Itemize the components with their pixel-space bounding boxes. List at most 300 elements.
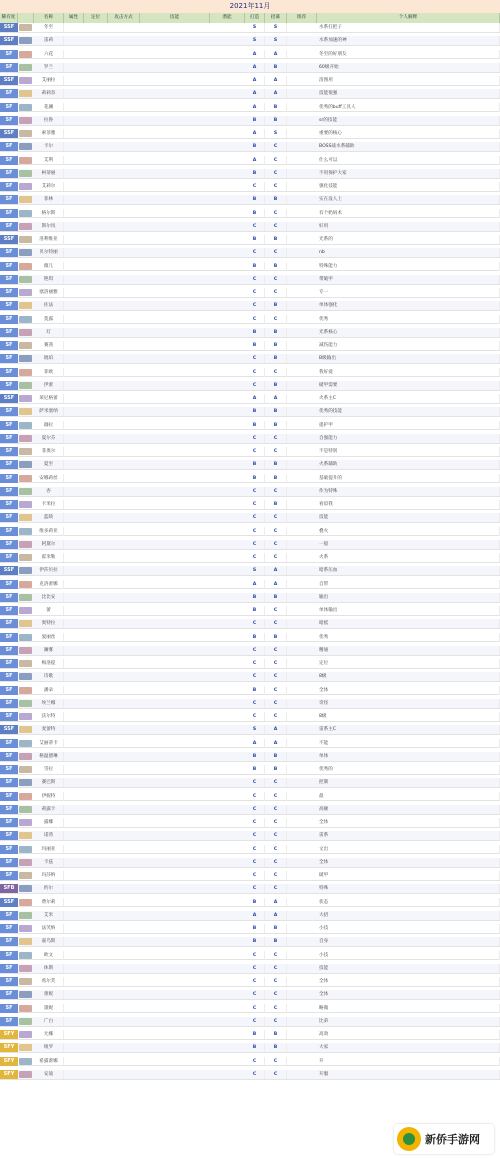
rarity-badge: SF (0, 248, 18, 257)
recruit-grade: C (265, 792, 287, 801)
comment-text: 单体强化 (317, 301, 500, 310)
comment-text: 带破甲 (317, 275, 500, 284)
recruit-grade: C (265, 818, 287, 827)
table-row (0, 262, 500, 272)
forge-grade: B (245, 898, 265, 907)
forge-grade: B (245, 606, 265, 615)
table-row (0, 712, 500, 722)
comment-text: 文出 (317, 845, 500, 854)
comment-text: 光系的 (317, 235, 500, 244)
character-name: 赛巴斯 (34, 778, 64, 787)
character-avatar (19, 1044, 32, 1051)
character-name: 斯尔岚 (34, 222, 64, 231)
table-row (0, 381, 500, 391)
rarity-badge: SSF (0, 129, 18, 138)
character-avatar (19, 779, 32, 786)
recruit-grade: B (265, 301, 287, 310)
comment-text: 暗系压血 (317, 566, 500, 575)
rarity-badge: SSF (0, 725, 18, 734)
comment-text: 全体 (317, 818, 500, 827)
character-avatar (19, 978, 32, 985)
forge-grade: A (245, 394, 265, 403)
forge-grade: B (245, 593, 265, 602)
character-avatar (19, 210, 32, 217)
table-row (0, 924, 500, 934)
character-avatar (19, 183, 32, 190)
comment-text: 好用 (317, 222, 500, 231)
recruit-grade: C (265, 712, 287, 721)
forge-grade: C (245, 964, 265, 973)
character-avatar (19, 90, 32, 97)
character-name: 格温德琳 (34, 752, 64, 761)
character-name: 莫露 (34, 315, 64, 324)
recruit-grade: A (265, 394, 287, 403)
table-row (0, 36, 500, 46)
character-avatar (19, 422, 32, 429)
character-name: 法芙纳 (34, 924, 64, 933)
character-avatar (19, 740, 32, 747)
comment-text: 破甲需要 (317, 381, 500, 390)
forge-grade: C (245, 951, 265, 960)
comment-text: 雷系 (317, 831, 500, 840)
comment-text: 水系加速的神 (317, 36, 500, 45)
comment-text: 优秀的技能 (317, 407, 500, 416)
character-avatar (19, 925, 32, 932)
character-name: 洛利维亚 (34, 235, 64, 244)
forge-grade: B (245, 169, 265, 178)
recruit-grade: C (265, 487, 287, 496)
recruit-grade: A (265, 898, 287, 907)
forge-grade: C (245, 818, 265, 827)
recruit-grade: A (265, 911, 287, 920)
rarity-badge: SF (0, 301, 18, 310)
comment-text: 我好爱 (317, 368, 500, 377)
character-avatar (19, 541, 32, 548)
forge-grade: S (245, 566, 265, 575)
table-row (0, 831, 500, 841)
recruit-grade: C (265, 845, 287, 854)
comment-text: 8级 (317, 672, 500, 681)
comment-text: 提护甲 (317, 421, 500, 430)
character-name: 欧文 (34, 951, 64, 960)
rarity-badge: SF (0, 951, 18, 960)
recruit-grade: B (265, 633, 287, 642)
comment-text: 小技 (317, 924, 500, 933)
forge-grade: B (245, 262, 265, 271)
character-name: 莱尼格蕾 (34, 394, 64, 403)
character-avatar (19, 1005, 32, 1012)
recruit-grade: C (265, 513, 287, 522)
rarity-badge: SF (0, 89, 18, 98)
comment-text: 输出 (317, 593, 500, 602)
recruit-grade: C (265, 884, 287, 893)
character-name: 佐法 (34, 301, 64, 310)
rarity-badge: SFY (0, 1043, 18, 1052)
character-avatar (19, 157, 32, 164)
comment-text: 自身 (317, 937, 500, 946)
comment-text: 技能 (317, 964, 500, 973)
site-logo-icon (397, 1127, 421, 1151)
table-row (0, 553, 500, 563)
character-avatar (19, 885, 32, 892)
character-name: 雷莉 (34, 36, 64, 45)
recruit-grade: C (265, 606, 287, 615)
table-row (0, 1057, 500, 1067)
table-row (0, 407, 500, 417)
forge-grade: C (245, 315, 265, 324)
comment-text: 水系扛把子 (317, 23, 500, 32)
character-avatar (19, 819, 32, 826)
character-name: 玛丽亚 (34, 845, 64, 854)
character-avatar (19, 104, 32, 111)
character-name: 维多莉亚 (34, 527, 64, 536)
rarity-badge: SF (0, 1017, 18, 1026)
table-header (0, 13, 500, 23)
character-avatar (19, 342, 32, 349)
character-name: 伊蕾 (34, 381, 64, 390)
site-watermark (394, 1124, 494, 1154)
character-name: 赛茜 (34, 341, 64, 350)
character-name: 艾丽蒂卡 (34, 739, 64, 748)
comment-text: sr的技能 (317, 116, 500, 125)
comment-text: 光系核心 (317, 328, 500, 337)
recruit-grade: C (265, 858, 287, 867)
recruit-grade: C (265, 447, 287, 456)
comment-text: 优秀 (317, 315, 500, 324)
character-name: 希尔芙 (34, 977, 64, 986)
rarity-badge: SF (0, 553, 18, 562)
character-avatar (19, 263, 32, 270)
comment-text: BOSS战水系辅助 (317, 142, 500, 151)
character-name: 艾米 (34, 911, 64, 920)
comment-text: 专一 (317, 288, 500, 297)
forge-grade: C (245, 884, 265, 893)
table-row (0, 421, 500, 431)
recruit-grade: C (265, 831, 287, 840)
character-name: 伊妮特 (34, 792, 64, 801)
rarity-badge: SF (0, 368, 18, 377)
character-avatar (19, 382, 32, 389)
recruit-grade: C (265, 222, 287, 231)
character-name: 费尔莉 (34, 898, 64, 907)
forge-grade: C (245, 659, 265, 668)
rarity-badge: SF (0, 1004, 18, 1013)
recruit-grade: C (265, 142, 287, 151)
forge-grade: B (245, 116, 265, 125)
forge-grade: C (245, 447, 265, 456)
rarity-badge: SSF (0, 235, 18, 244)
character-avatar (19, 726, 32, 733)
table-row (0, 209, 500, 219)
rarity-badge: SF (0, 460, 18, 469)
comment-text: B级输出 (317, 354, 500, 363)
rarity-badge: SF (0, 818, 18, 827)
forge-grade: B (245, 474, 265, 483)
character-name: 蕾 (34, 606, 64, 615)
character-name: 艳琪 (34, 275, 64, 284)
recruit-grade: C (265, 1017, 287, 1026)
character-avatar (19, 408, 32, 415)
rarity-badge: SF (0, 977, 18, 986)
character-name: 安娜莉丝 (34, 474, 64, 483)
character-avatar (19, 435, 32, 442)
header-forge: 打造 (245, 13, 265, 23)
character-avatar (19, 51, 32, 58)
comment-text: 优秀的 (317, 765, 500, 774)
recruit-grade: C (265, 951, 287, 960)
comment-text: 定位 (317, 659, 500, 668)
rarity-badge: SF (0, 765, 18, 774)
character-name: 艾莉尔 (34, 182, 64, 191)
rarity-badge: SF (0, 288, 18, 297)
character-name: 安迪 (34, 1070, 64, 1079)
rarity-badge: SF (0, 619, 18, 628)
table-row (0, 235, 500, 245)
forge-grade: B (245, 1043, 265, 1052)
forge-grade: C (245, 871, 265, 880)
forge-grade: C (245, 381, 265, 390)
forge-grade: C (245, 646, 265, 655)
comment-text: 精通 (317, 646, 500, 655)
table-row (0, 990, 500, 1000)
forge-grade: A (245, 156, 265, 165)
forge-grade: B (245, 1030, 265, 1039)
forge-grade: C (245, 990, 265, 999)
recruit-grade: B (265, 195, 287, 204)
character-avatar (19, 687, 32, 694)
table-row (0, 328, 500, 338)
rarity-badge: SSF (0, 23, 18, 32)
character-name: 梅洛提 (34, 659, 64, 668)
recruit-grade: C (265, 315, 287, 324)
recruit-grade: A (265, 566, 287, 575)
recruit-grade: B (265, 63, 287, 72)
table-row (0, 818, 500, 828)
rarity-badge: SF (0, 447, 18, 456)
table-row (0, 566, 500, 576)
rarity-badge: SFY (0, 1057, 18, 1066)
table-row (0, 513, 500, 523)
comment-text: 全体 (317, 977, 500, 986)
character-name: 拉鲁 (34, 116, 64, 125)
comment-text: 不是特别 (317, 447, 500, 456)
comment-text: 开 (317, 1057, 500, 1066)
character-name: 罗兰 (34, 63, 64, 72)
character-name: 夏至 (34, 460, 64, 469)
table-row (0, 63, 500, 73)
character-name: 萨米塞纳 (34, 407, 64, 416)
rarity-badge: SF (0, 778, 18, 787)
rarity-badge: SF (0, 752, 18, 761)
recruit-grade: A (265, 50, 287, 59)
character-name: 霍米勒 (34, 553, 64, 562)
character-name: 诺湾 (34, 831, 64, 840)
comment-text: 减伤能力 (317, 341, 500, 350)
rarity-badge: SF (0, 871, 18, 880)
comment-text: 特殊能力 (317, 262, 500, 271)
recruit-grade: C (265, 964, 287, 973)
forge-grade: C (245, 672, 265, 681)
forge-grade: C (245, 222, 265, 231)
watermark-text: 新侨手游网 (425, 1133, 480, 1146)
character-name: 雪拉 (34, 765, 64, 774)
rarity-badge: SF (0, 421, 18, 430)
table-row (0, 659, 500, 669)
recruit-grade: S (265, 129, 287, 138)
recruit-grade: C (265, 990, 287, 999)
header-element: 属性 (64, 13, 84, 23)
character-avatar (19, 461, 32, 468)
rarity-badge: SF (0, 474, 18, 483)
recruit-grade: C (265, 368, 287, 377)
character-avatar (19, 846, 32, 853)
table-row (0, 89, 500, 99)
table-row (0, 792, 500, 802)
character-name: 贝尔特丽 (34, 248, 64, 257)
recruit-grade: B (265, 381, 287, 390)
table-row (0, 911, 500, 921)
table-row (0, 222, 500, 232)
comment-text: 破甲 (317, 871, 500, 880)
character-name: 嘉乌斯 (34, 937, 64, 946)
rarity-badge: SF (0, 182, 18, 191)
character-name: 卡尔 (34, 142, 64, 151)
comment-text: 不能 (317, 739, 500, 748)
forge-grade: A (245, 580, 265, 589)
table-row (0, 845, 500, 855)
rarity-badge: SF (0, 739, 18, 748)
character-name: 菲欧 (34, 368, 64, 377)
character-name: 阿黛尔 (34, 540, 64, 549)
table-row (0, 487, 500, 497)
recruit-grade: B (265, 328, 287, 337)
comment-text: 火系主C (317, 394, 500, 403)
character-avatar (19, 249, 32, 256)
table-row (0, 354, 500, 364)
forge-grade: C (245, 1017, 265, 1026)
rarity-badge: SF (0, 712, 18, 721)
character-avatar (19, 1058, 32, 1065)
recruit-grade: C (265, 527, 287, 536)
forge-grade: B (245, 421, 265, 430)
comment-text: 冬至的好朋友 (317, 50, 500, 59)
character-avatar (19, 355, 32, 362)
forge-grade: C (245, 248, 265, 257)
recruit-grade: C (265, 1070, 287, 1079)
character-avatar (19, 700, 32, 707)
forge-grade: C (245, 354, 265, 363)
recruit-grade: C (265, 248, 287, 257)
forge-grade: B (245, 686, 265, 695)
comment-text: 技能 (317, 513, 500, 522)
table-row (0, 858, 500, 868)
recruit-grade: C (265, 871, 287, 880)
comment-text: 控制 (317, 778, 500, 787)
character-name: 柯蒂丽 (34, 169, 64, 178)
comment-text: 全体 (317, 990, 500, 999)
character-avatar (19, 832, 32, 839)
forge-grade: C (245, 434, 265, 443)
rarity-badge: SF (0, 924, 18, 933)
forge-grade: C (245, 858, 265, 867)
table-row (0, 977, 500, 987)
rarity-badge: SF (0, 407, 18, 416)
character-name: 澜雾 (34, 646, 64, 655)
forge-grade: C (245, 977, 265, 986)
forge-grade: C (245, 699, 265, 708)
forge-grade: B (245, 142, 265, 151)
recruit-grade: A (265, 739, 287, 748)
rarity-badge: SF (0, 805, 18, 814)
recruit-grade: C (265, 699, 287, 708)
recruit-grade: C (265, 434, 287, 443)
rarity-badge: SF (0, 937, 18, 946)
rarity-badge: SF (0, 659, 18, 668)
forge-grade: C (245, 487, 265, 496)
table-row (0, 50, 500, 60)
character-avatar (19, 316, 32, 323)
character-name: 休斯 (34, 964, 64, 973)
rarity-badge: SF (0, 672, 18, 681)
table-row (0, 646, 500, 656)
forge-grade: C (245, 527, 265, 536)
character-name: 六花 (34, 50, 64, 59)
table-row (0, 474, 500, 484)
comment-text: 一般 (317, 540, 500, 549)
table-row (0, 142, 500, 152)
table-row (0, 964, 500, 974)
forge-grade: B (245, 752, 265, 761)
character-avatar (19, 1071, 32, 1078)
recruit-grade: B (265, 1043, 287, 1052)
recruit-grade: B (265, 1030, 287, 1039)
comment-text: 全体 (317, 858, 500, 867)
character-avatar (19, 302, 32, 309)
character-name: 诗歌 (34, 672, 64, 681)
comment-text: 最 (317, 792, 500, 801)
character-avatar (19, 872, 32, 879)
rarity-badge: SSF (0, 76, 18, 85)
comment-text: 大家 (317, 1043, 500, 1052)
character-name: 艾丽拉 (34, 76, 64, 85)
forge-grade: B (245, 341, 265, 350)
character-avatar (19, 806, 32, 813)
character-name: 尤娜 (34, 1030, 64, 1039)
table-row (0, 288, 500, 298)
rarity-badge: SF (0, 354, 18, 363)
character-avatar (19, 1031, 32, 1038)
rarity-badge: SF (0, 699, 18, 708)
forge-grade: A (245, 76, 265, 85)
comment-text: 优秀的buff工具人 (317, 103, 500, 112)
table-row (0, 1017, 500, 1027)
forge-grade: C (245, 712, 265, 721)
character-name: 卡米拉 (34, 500, 64, 509)
character-avatar (19, 673, 32, 680)
header-comment: 个人解释 (317, 13, 500, 23)
table-row (0, 898, 500, 908)
character-avatar (19, 607, 32, 614)
recruit-grade: C (265, 619, 287, 628)
character-avatar (19, 448, 32, 455)
table-row (0, 182, 500, 192)
rarity-badge: SF (0, 434, 18, 443)
recruit-grade: B (265, 752, 287, 761)
rarity-badge: SFB (0, 884, 18, 893)
character-name: 菲林 (34, 195, 64, 204)
character-avatar (19, 395, 32, 402)
forge-grade: B (245, 328, 265, 337)
